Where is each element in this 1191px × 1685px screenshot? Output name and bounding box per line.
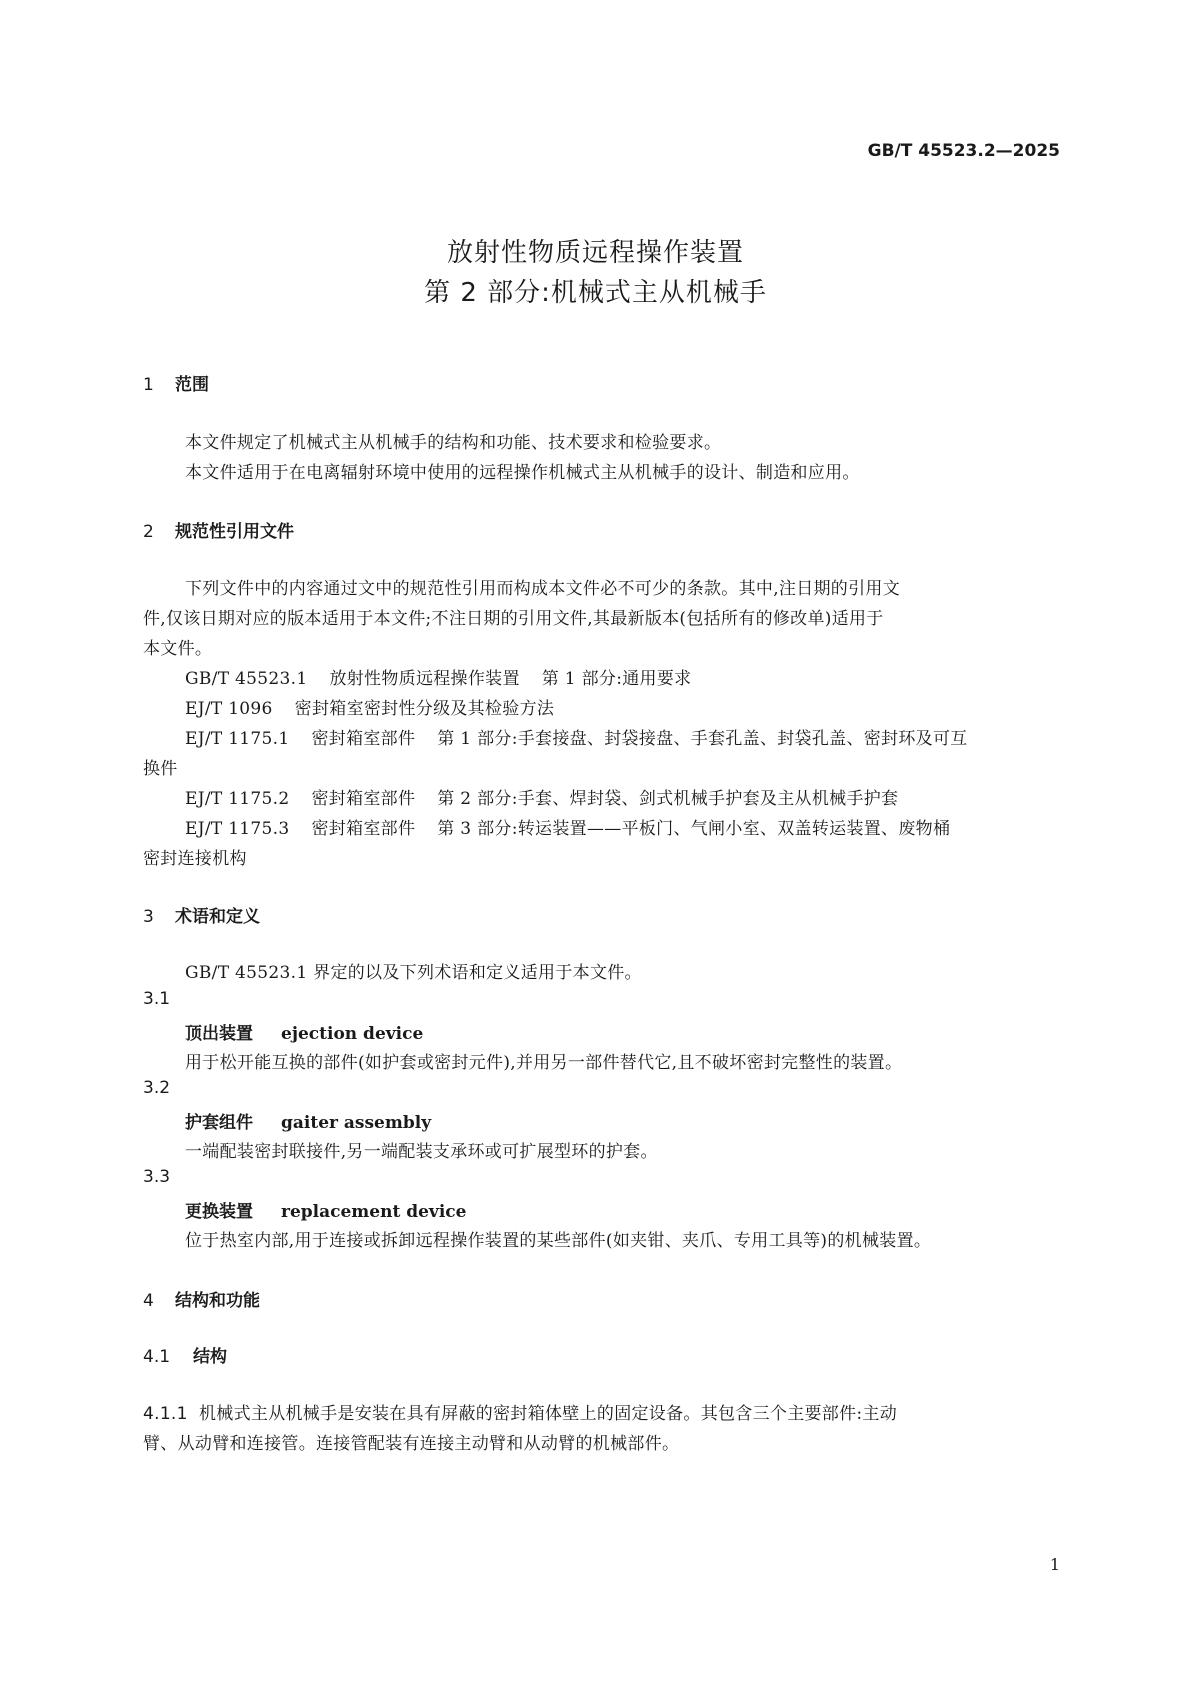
term-zh: 护套组件: [185, 1113, 253, 1133]
references-intro-line2: 件,仅该日期对应的版本适用于本文件;不注日期的引用文件,其最新版本(包括所有的修改单)适用于: [143, 609, 884, 629]
reference-part: 第 1 部分:手套接盘、封袋接盘、手套孔盖、封袋孔盖、密封环及可互: [437, 729, 968, 749]
reference-item: [185, 694, 554, 719]
reference-title: 密封箱室部件: [311, 729, 416, 749]
reference-item: [185, 814, 950, 839]
section-2-heading: [143, 517, 294, 542]
reference-part: 第 3 部分:转运装置——平板门、气闸小室、双盖转运装置、废物桶: [437, 819, 951, 839]
reference-title: 放射性物质远程操作装置: [329, 669, 520, 689]
section-number: 3: [143, 907, 154, 927]
section-title: 结构和功能: [175, 1291, 260, 1311]
clause-text: 机械式主从机械手是安装在具有屏蔽的密封箱体壁上的固定设备。其包含三个主要部件:主动: [199, 1404, 898, 1424]
reference-code: EJ/T 1096: [185, 699, 273, 719]
reference-continuation: 换件: [143, 759, 178, 779]
reference-item: [185, 784, 898, 809]
section-3-heading: [143, 902, 260, 927]
subsection-number: 4.1: [143, 1347, 171, 1367]
references-intro-line1: 下列文件中的内容通过文中的规范性引用而构成本文件必不可少的条款。其中,注日期的引用文: [185, 579, 901, 599]
clause-4-1-1-line1: [143, 1399, 897, 1424]
reference-title: 密封箱室密封性分级及其检验方法: [294, 699, 555, 719]
term-number: 3.3: [143, 1167, 171, 1187]
document-title-line2: 第 2 部分:机械式主从机械手: [424, 278, 767, 308]
section-1-heading: [143, 370, 209, 395]
term-heading: [185, 1197, 466, 1222]
section-number: 1: [143, 375, 154, 395]
reference-code: GB/T 45523.1: [185, 669, 308, 689]
standard-code: GB/T 45523.2—2025: [867, 141, 1060, 161]
term-zh: 更换装置: [185, 1202, 253, 1222]
section-title: 规范性引用文件: [175, 522, 294, 542]
clause-number: 4.1.1: [143, 1404, 188, 1424]
term-en: gaiter assembly: [281, 1113, 432, 1133]
scope-paragraph-2: 本文件适用于在电离辐射环境中使用的远程操作机械式主从机械手的设计、制造和应用。: [185, 463, 860, 483]
section-title: 范围: [175, 375, 209, 395]
scope-paragraph-1: 本文件规定了机械式主从机械手的结构和功能、技术要求和检验要求。: [185, 433, 722, 453]
reference-code: EJ/T 1175.1: [185, 729, 290, 749]
term-number: 3.1: [143, 989, 171, 1009]
reference-continuation: 密封连接机构: [143, 849, 247, 869]
section-title: 术语和定义: [175, 907, 260, 927]
term-zh: 顶出装置: [185, 1024, 253, 1044]
section-4-heading: [143, 1286, 260, 1311]
term-definition: 用于松开能互换的部件(如护套或密封元件),并用另一部件替代它,且不破坏密封完整性的装置。: [185, 1053, 903, 1073]
term-definition: 位于热室内部,用于连接或拆卸远程操作装置的某些部件(如夹钳、夹爪、专用工具等)的机械装置。: [185, 1231, 932, 1251]
reference-title: 密封箱室部件: [311, 819, 416, 839]
reference-part: 第 2 部分:手套、焊封袋、剑式机械手护套及主从机械手护套: [437, 789, 899, 809]
subsection-title: 结构: [193, 1347, 227, 1367]
reference-item: [185, 664, 691, 689]
reference-part: 第 1 部分:通用要求: [541, 669, 692, 689]
term-heading: [185, 1108, 431, 1133]
term-heading: [185, 1019, 423, 1044]
clause-4-1-1-line2: 臂、从动臂和连接管。连接管配装有连接主动臂和从动臂的机械部件。: [143, 1434, 680, 1454]
term-en: ejection device: [281, 1024, 424, 1044]
reference-code: EJ/T 1175.2: [185, 789, 290, 809]
term-number: 3.2: [143, 1078, 171, 1098]
subsection-4-1-heading: [143, 1342, 227, 1367]
term-definition: 一端配装密封联接件,另一端配装支承环或可扩展型环的护套。: [185, 1142, 658, 1162]
section-number: 4: [143, 1291, 154, 1311]
term-en: replacement device: [281, 1202, 467, 1222]
document-title-line1: 放射性物质远程操作装置: [446, 238, 744, 268]
references-intro-line3: 本文件。: [143, 639, 213, 659]
reference-title: 密封箱室部件: [311, 789, 416, 809]
page-number: 1: [1049, 1555, 1060, 1574]
terms-intro: GB/T 45523.1 界定的以及下列术语和定义适用于本文件。: [185, 963, 642, 983]
reference-code: EJ/T 1175.3: [185, 819, 290, 839]
section-number: 2: [143, 522, 154, 542]
reference-item: [185, 724, 968, 749]
